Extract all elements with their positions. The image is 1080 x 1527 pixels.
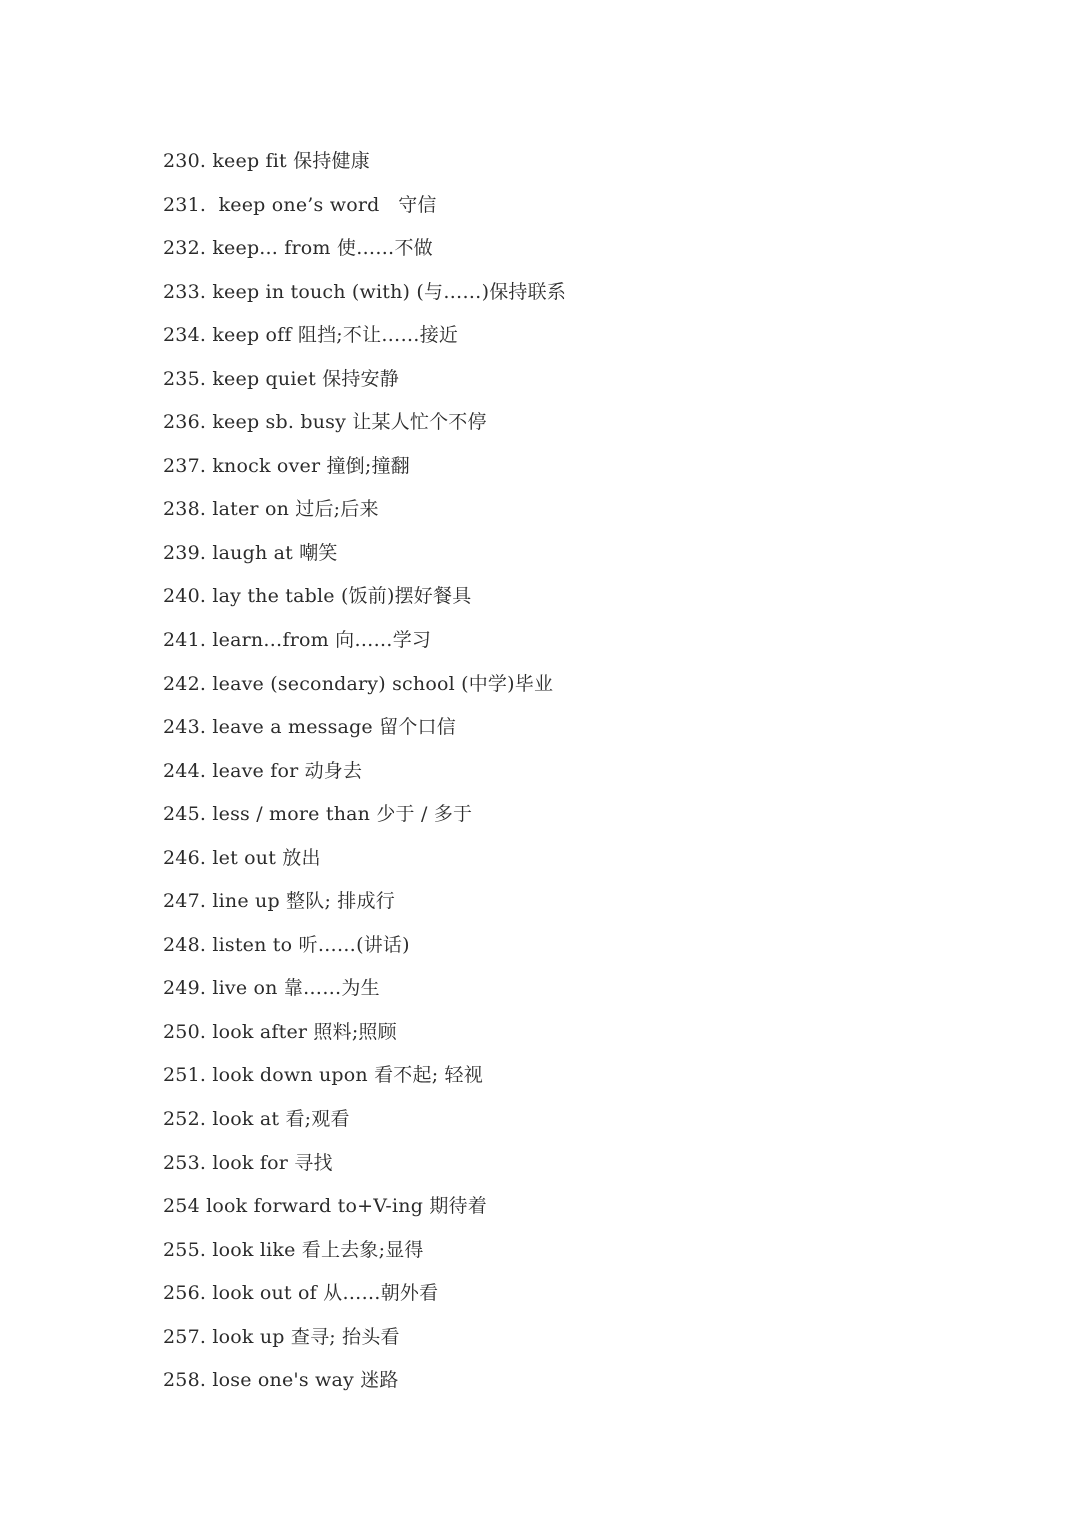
list-item: 235. keep quiet 保持安静 [163, 367, 399, 390]
list-item: 242. leave (secondary) school (中学)毕业 [163, 672, 554, 695]
list-item: 247. line up 整队; 排成行 [163, 890, 395, 913]
list-item: 231. keep one’s word 守信 [163, 193, 437, 216]
list-item: 246. let out 放出 [163, 846, 321, 869]
list-item: 234. keep off 阻挡;不让……接近 [163, 324, 459, 347]
list-item: 232. keep... from 使……不做 [163, 237, 433, 260]
phrase-list [163, 140, 983, 1403]
list-item: 250. look after 照料;照顾 [163, 1020, 397, 1043]
list-item: 252. look at 看;观看 [163, 1108, 350, 1131]
list-item: 245. less / more than 少于 / 多于 [163, 803, 473, 826]
list-item: 236. keep sb. busy 让某人忙个不停 [163, 411, 487, 434]
list-item: 230. keep fit 保持健康 [163, 150, 370, 172]
list-item: 251. look down upon 看不起; 轻视 [163, 1064, 483, 1087]
list-item: 254 look forward to+V-ing 期待着 [163, 1195, 487, 1218]
list-item: 248. listen to 听……(讲话) [163, 933, 410, 956]
list-item: 243. leave a message 留个口信 [163, 716, 456, 739]
list-item: 249. live on 靠……为生 [163, 977, 380, 1000]
list-item: 238. later on 过后;后来 [163, 498, 379, 521]
list-item: 237. knock over 撞倒;撞翻 [163, 454, 410, 477]
list-item: 241. learn…from 向……学习 [163, 629, 432, 652]
list-item: 239. laugh at 嘲笑 [163, 541, 338, 564]
list-item: 253. look for 寻找 [163, 1151, 333, 1174]
list-item: 256. look out of 从……朝外看 [163, 1282, 439, 1305]
list-item: 240. lay the table (饭前)摆好餐具 [163, 585, 472, 608]
list-item: 257. look up 查寻; 抬头看 [163, 1325, 400, 1348]
list-item: 233. keep in touch (with) (与……)保持联系 [163, 280, 567, 303]
list-item: 255. look like 看上去象;显得 [163, 1238, 424, 1261]
list-item: 258. lose one's way 迷路 [163, 1369, 399, 1392]
list-item: 244. leave for 动身去 [163, 759, 363, 782]
